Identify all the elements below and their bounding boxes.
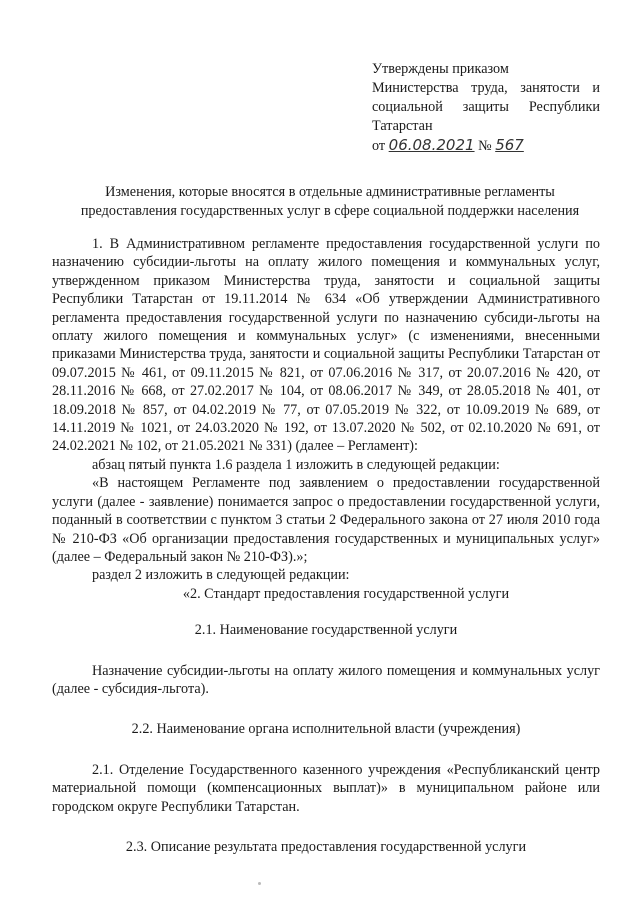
approval-line: Министерства труда, занятости и bbox=[372, 80, 600, 96]
paragraph-1: 1. В Административном регламенте предоставления государственной услуги по назначению субсидии-льготы на оплату жилого помещения и коммунальных услуг, утвержденном приказом Министерства труда, занятости и социальной защиты Республики Татарстан от 19.11.2014 № 634 «Об утверждении Административного регламента предоставления государственной услуги по назначению субсиди-льготы на оплату жилого помещения и коммунальных услуг» (с изменениями, внесенными приказами Министерства труда, занятости и социальной защиты Республики Татарстан от 09.07.2015 № 461, от 09.11.2015 № 821, от 07.06.2016 № 317, от 20.07.2016 № 420, от 28.11.2016 № 668, от 27.02.2017 № 104, от 08.06.2017 № 349, от 28.05.2018 № 401, от 18.09.2018 № 857, от 04.02.2019 № 77, от 07.05.2019 № 322, от 10.09.2019 № 689, от 14.11.2019 № 1021, от 24.03.2020 № 192, от 13.07.2020 № 502, от 02.10.2020 № 691, от 24.02.2021 № 102, от 21.05.2021 № 331) (далее – Регламент): bbox=[52, 236, 600, 455]
scan-speck bbox=[258, 882, 261, 885]
heading-standard: «2. Стандарт предоставления государственной услуги bbox=[182, 585, 510, 602]
title-line: предоставления государственных услуг в сфере социальной поддержки населения bbox=[80, 203, 580, 219]
paragraph-3: «В настоящем Регламенте под заявлением о предоставлении государственной услуги (далее - заявление) понимается запрос о предоставлении государственной услуги, поданный в соответствии с пунктом 3 статьи 2 Федерального закона от 27 июля 2010 года № 210-ФЗ «Об организации предоставления государственных и муниципальных услуг» (далее – Федеральный закон № 210-ФЗ).»; bbox=[52, 475, 600, 565]
approval-line: Утверждены приказом bbox=[372, 61, 509, 77]
approval-stamp bbox=[372, 60, 600, 156]
document-title bbox=[40, 183, 620, 221]
approval-line: социальной защиты Республики bbox=[372, 99, 600, 115]
date-prefix: от bbox=[372, 138, 386, 154]
heading-2-2: 2.2. Наименование органа исполнительной власти (учреждения) bbox=[131, 721, 521, 738]
approval-line: Татарстан bbox=[372, 118, 433, 134]
document-body bbox=[52, 235, 600, 856]
approval-date-line bbox=[372, 136, 600, 156]
paragraph-2: абзац пятый пункта 1.6 раздела 1 изложить в следующей редакции: bbox=[92, 456, 500, 473]
handwritten-number: 567 bbox=[495, 136, 524, 154]
paragraph-2-2: 2.1. Отделение Государственного казенного учреждения «Республиканский центр материальной помощи (компенсационных выплат)» в муниципальном районе или городском округе Республики Татарстан. bbox=[52, 761, 600, 815]
heading-2-3: 2.3. Описание результата предоставления государственной услуги bbox=[125, 838, 527, 855]
handwritten-date: 06.08.2021 bbox=[388, 136, 475, 154]
title-line: Изменения, которые вносятся в отдельные административные регламенты bbox=[105, 184, 555, 200]
number-prefix: № bbox=[478, 138, 492, 154]
heading-2-1: 2.1. Наименование государственной услуги bbox=[194, 622, 458, 639]
paragraph-2-1: Назначение субсидии-льготы на оплату жилого помещения и коммунальных услуг (далее - субсидия-льгота). bbox=[52, 662, 600, 697]
paragraph-4: раздел 2 изложить в следующей редакции: bbox=[92, 567, 350, 584]
